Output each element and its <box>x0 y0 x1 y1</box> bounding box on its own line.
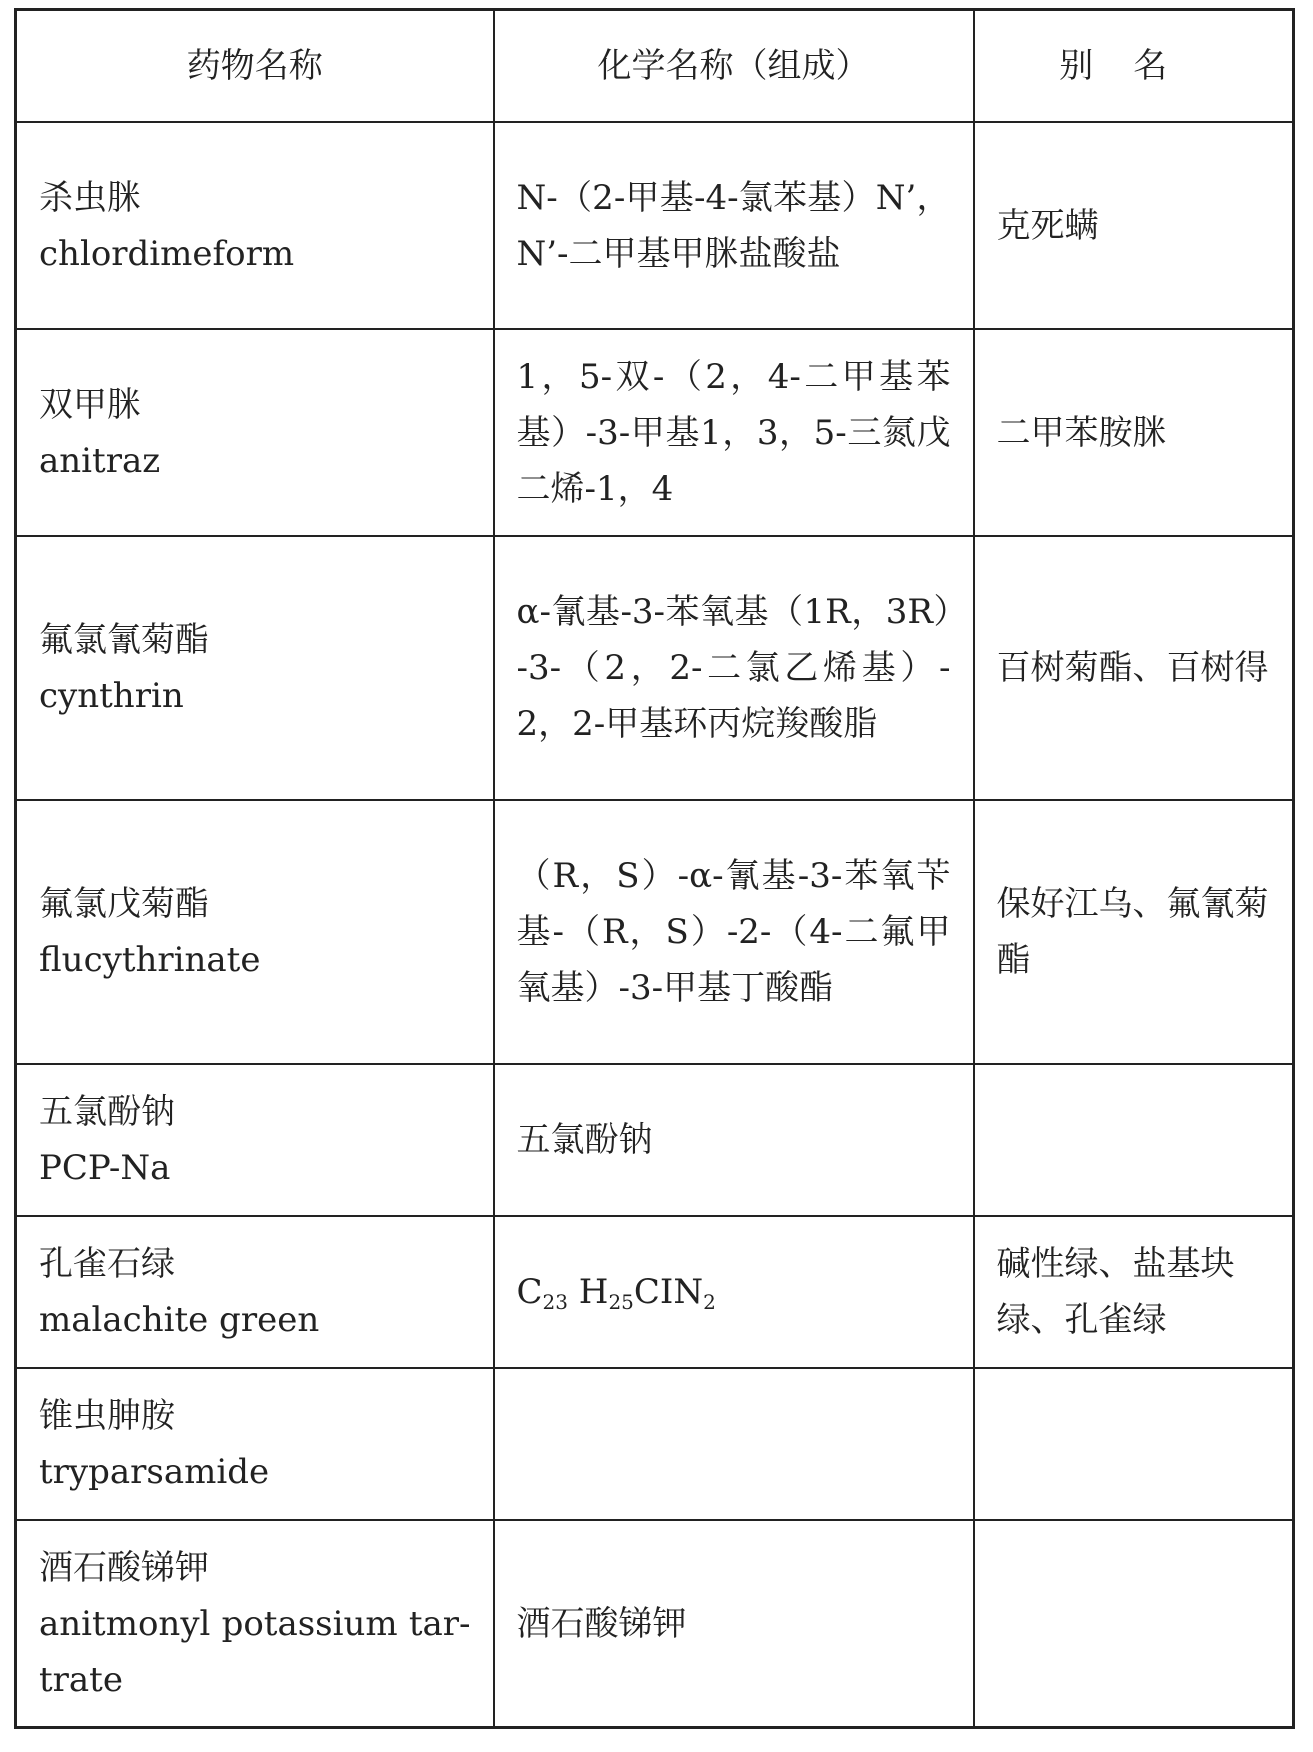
table-row <box>16 536 1294 800</box>
table-row <box>16 122 1294 329</box>
drug-name-en: PCP-Na <box>39 1148 171 1188</box>
header-row <box>16 10 1294 123</box>
drug-table <box>14 8 1295 1729</box>
formula-rest: CIN <box>633 1272 704 1312</box>
formula-c-sub: 23 <box>542 1290 568 1314</box>
drug-name-en: anitraz <box>39 440 161 481</box>
alias-cell: 保好江乌、氟氰菊酯 <box>974 800 1294 1064</box>
formula-h-sub: 25 <box>608 1290 634 1314</box>
drug-name-en: cynthrin <box>39 676 184 716</box>
chemical-name-cell: 酒石酸锑钾 <box>494 1520 974 1728</box>
drug-name-cn: 氟氯氰菊酯 <box>39 620 209 660</box>
drug-name-cell <box>16 536 494 800</box>
drug-name-cn: 孔雀石绿 <box>39 1244 175 1284</box>
table-row <box>16 800 1294 1064</box>
alias-cell <box>974 1520 1294 1728</box>
chemical-name-cell <box>494 1368 974 1520</box>
alias-cell <box>974 1064 1294 1216</box>
chemical-formula-cell <box>494 1216 974 1368</box>
alias-cell: 克死螨 <box>974 122 1294 329</box>
drug-name-en: malachite green <box>39 1300 320 1340</box>
chemical-name-cell: 1，5-双-（2，4-二甲基苯基）-3-甲基1，3，5-三氮戊二烯-1，4 <box>494 329 974 536</box>
header-drug-name: 药物名称 <box>16 10 494 123</box>
formula-n-sub: 2 <box>703 1290 716 1314</box>
chemical-name-cell: 五氯酚钠 <box>494 1064 974 1216</box>
alias-cell: 碱性绿、盐基块绿、孔雀绿 <box>974 1216 1294 1368</box>
table-row <box>16 1520 1294 1728</box>
drug-name-en: anitmonyl potassium tar-trate <box>39 1603 471 1700</box>
drug-name-cell <box>16 122 494 329</box>
drug-name-cn: 杀虫脒 <box>39 177 141 218</box>
drug-name-cell <box>16 1520 494 1728</box>
drug-name-cn: 锥虫胂胺 <box>39 1396 175 1436</box>
drug-name-cn: 五氯酚钠 <box>39 1092 175 1132</box>
header-alias-text: 别名 <box>1059 46 1208 86</box>
drug-name-cell <box>16 329 494 536</box>
drug-name-cn: 双甲脒 <box>39 384 141 425</box>
drug-name-cn: 氟氯戊菊酯 <box>39 884 209 924</box>
alias-cell <box>974 1368 1294 1520</box>
drug-name-en: chlordimeform <box>39 233 295 274</box>
drug-name-cell <box>16 1064 494 1216</box>
chemical-name-cell: N-（2-甲基-4-氯苯基）N’，N’-二甲基甲脒盐酸盐 <box>494 122 974 329</box>
formula-h: H <box>578 1272 609 1312</box>
table-row <box>16 329 1294 536</box>
alias-cell: 百树菊酯、百树得 <box>974 536 1294 800</box>
drug-name-cell <box>16 800 494 1064</box>
header-alias <box>974 10 1294 123</box>
chemical-name-cell: α-氰基-3-苯氧基（1R，3R）-3-（2，2-二氯乙烯基）-2，2-甲基环丙烷羧酸脂 <box>494 536 974 800</box>
drug-name-cell <box>16 1216 494 1368</box>
drug-name-en: tryparsamide <box>39 1452 270 1492</box>
table-row <box>16 1064 1294 1216</box>
table-row <box>16 1216 1294 1368</box>
table-row <box>16 1368 1294 1520</box>
drug-name-cell <box>16 1368 494 1520</box>
drug-name-cn: 酒石酸锑钾 <box>39 1547 209 1588</box>
alias-cell: 二甲苯胺脒 <box>974 329 1294 536</box>
drug-name-en: flucythrinate <box>39 940 261 980</box>
chemical-name-cell: （R，S）-α-氰基-3-苯氧苄基-（R，S）-2-（4-二氟甲氧基）-3-甲基丁酸酯 <box>494 800 974 1064</box>
header-chemical-name: 化学名称（组成） <box>494 10 974 123</box>
formula-c: C <box>516 1272 543 1312</box>
